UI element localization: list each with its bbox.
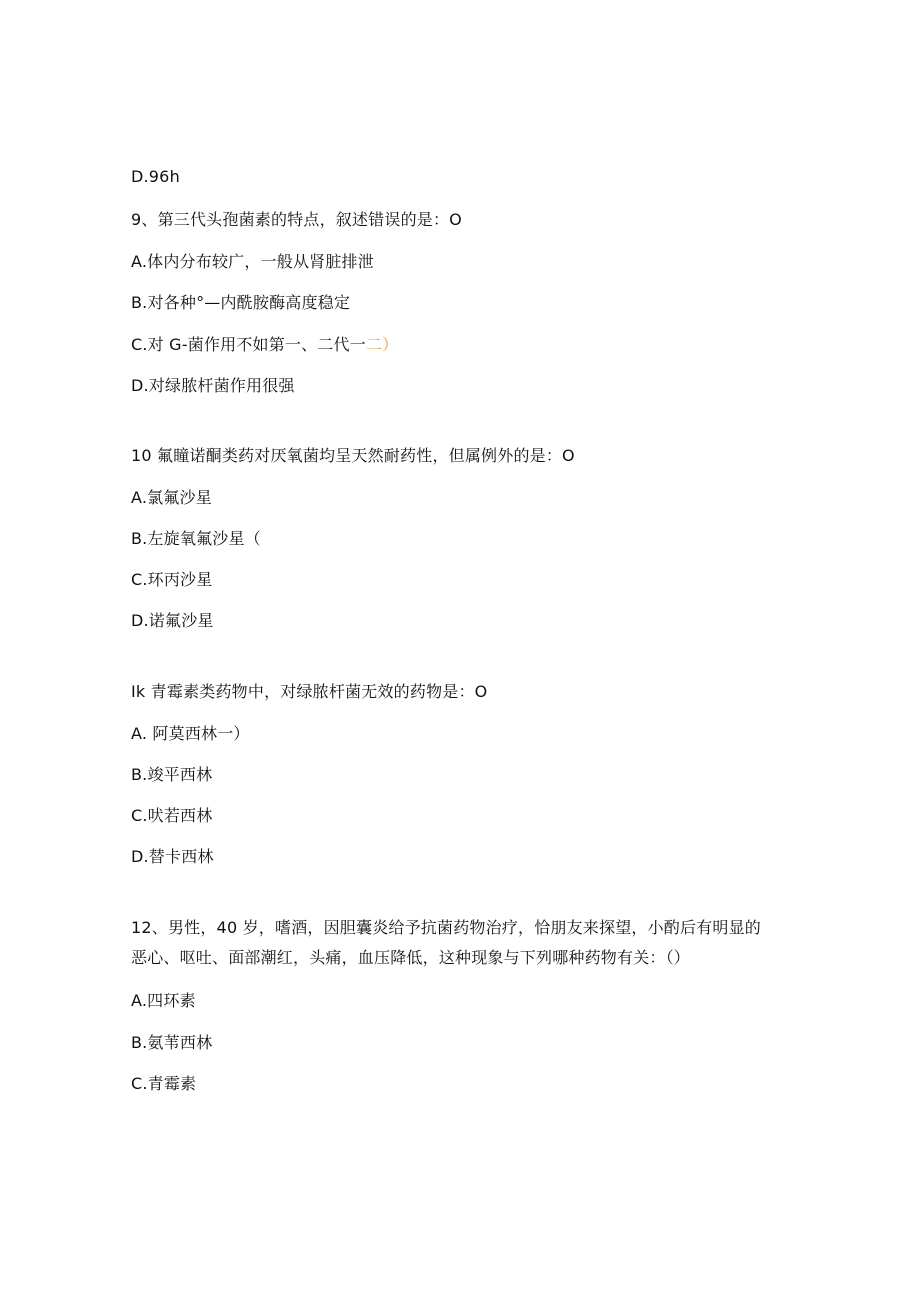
q11-option-d: D.替卡西林 <box>131 847 214 866</box>
q12-stem-line-1: 12、男性，40 岁，嗜酒，因胆囊炎给予抗菌药物治疗，恰朋友来探望，小酌后有明显的 <box>131 918 762 937</box>
q10-option-b: B.左旋氧氟沙星（ <box>131 529 261 548</box>
q12-option-c: C.青霉素 <box>131 1074 197 1093</box>
q10-option-a: A.氯氟沙星 <box>131 488 212 507</box>
q9-stem: 9、第三代头孢菌素的特点，叙述错误的是：O <box>131 210 462 229</box>
q12-option-b: B.氨苇西林 <box>131 1033 213 1052</box>
q10-stem: 10 氟瞳诺酮类药对厌氧菌均呈天然耐药性，但属例外的是：O <box>131 446 575 465</box>
q11-option-a: A. 阿莫西林一） <box>131 724 250 743</box>
q9-option-c-text: C.对 G-菌作用不如第一、二代一 <box>131 335 366 354</box>
q9-option-c <box>131 334 398 356</box>
q12-stem-line-2: 恶心、呕吐、面部潮红，头痛，血压降低，这种现象与下列哪种药物有关：（） <box>131 948 691 967</box>
q10-option-c: C.环丙沙星 <box>131 570 213 589</box>
q9-option-a: A.体内分布较广，一般从肾脏排泄 <box>131 252 374 271</box>
q11-stem: Ik 青霉素类药物中，对绿脓杆菌无效的药物是：O <box>131 682 488 701</box>
q11-option-b: B.竣平西林 <box>131 765 213 784</box>
q12-option-a: A.四环素 <box>131 991 196 1010</box>
q9-option-c-tail: 二） <box>365 335 399 354</box>
q9-option-b: B.对各种°—内酰胺酶高度稳定 <box>131 293 351 312</box>
q9-option-d: D.对绿脓杆菌作用很强 <box>131 376 295 395</box>
q8-option-d: D.96h <box>131 167 180 186</box>
q11-option-c: C.吠若西林 <box>131 806 213 825</box>
q10-option-d: D.诺氟沙星 <box>131 611 214 630</box>
